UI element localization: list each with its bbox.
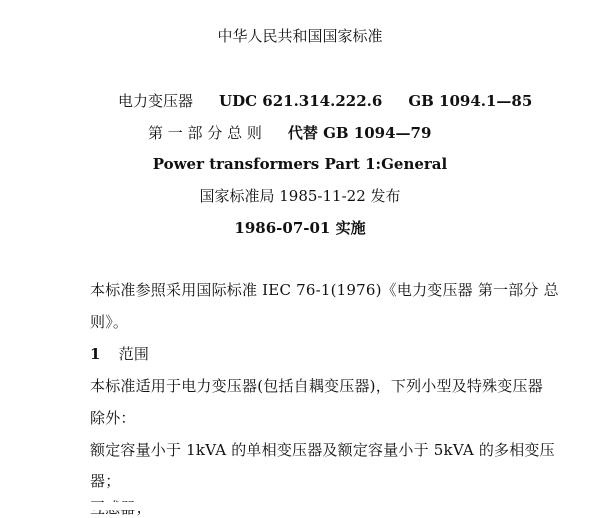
section-title: 范围 bbox=[118, 345, 150, 363]
title-en: Power transformers Part 1:General bbox=[152, 155, 448, 173]
udc-number: UDC 621.314.222.6 bbox=[219, 92, 383, 110]
part-line bbox=[148, 123, 431, 143]
issued-line: 国家标准局 1985-11-22 发布 bbox=[199, 187, 401, 205]
standard-id-line bbox=[118, 91, 532, 111]
page-bottom-cutoff bbox=[0, 502, 600, 510]
paragraph-3-line-2: 器； bbox=[90, 472, 121, 490]
paragraph-1-line-1: 本标准参照采用国际标准 IEC 76-1(1976)《电力变压器 第一部分 总 bbox=[90, 281, 559, 299]
paragraph-2-line-1: 本标准适用于电力变压器(包括自耦变压器)，下列小型及特殊变压器 bbox=[90, 377, 543, 395]
part-title-cn: 第 一 部 分 总 则 bbox=[148, 124, 262, 142]
gb-number: GB 1094.1—85 bbox=[408, 92, 533, 110]
title-cn: 电力变压器 bbox=[118, 92, 194, 110]
paragraph-2-line-2: 除外： bbox=[90, 409, 136, 427]
paragraph-3-line-1: 额定容量小于 1kVA 的单相变压器及额定容量小于 5kVA 的多相变压 bbox=[90, 441, 555, 459]
implemented-line: 1986-07-01 实施 bbox=[234, 219, 366, 237]
paragraph-1-line-2: 则》。 bbox=[90, 313, 129, 331]
section-1-heading bbox=[90, 344, 149, 364]
national-standard-header: 中华人民共和国国家标准 bbox=[217, 27, 383, 45]
replaces-note: 代替 GB 1094—79 bbox=[287, 124, 432, 142]
section-number: 1 bbox=[90, 345, 101, 363]
